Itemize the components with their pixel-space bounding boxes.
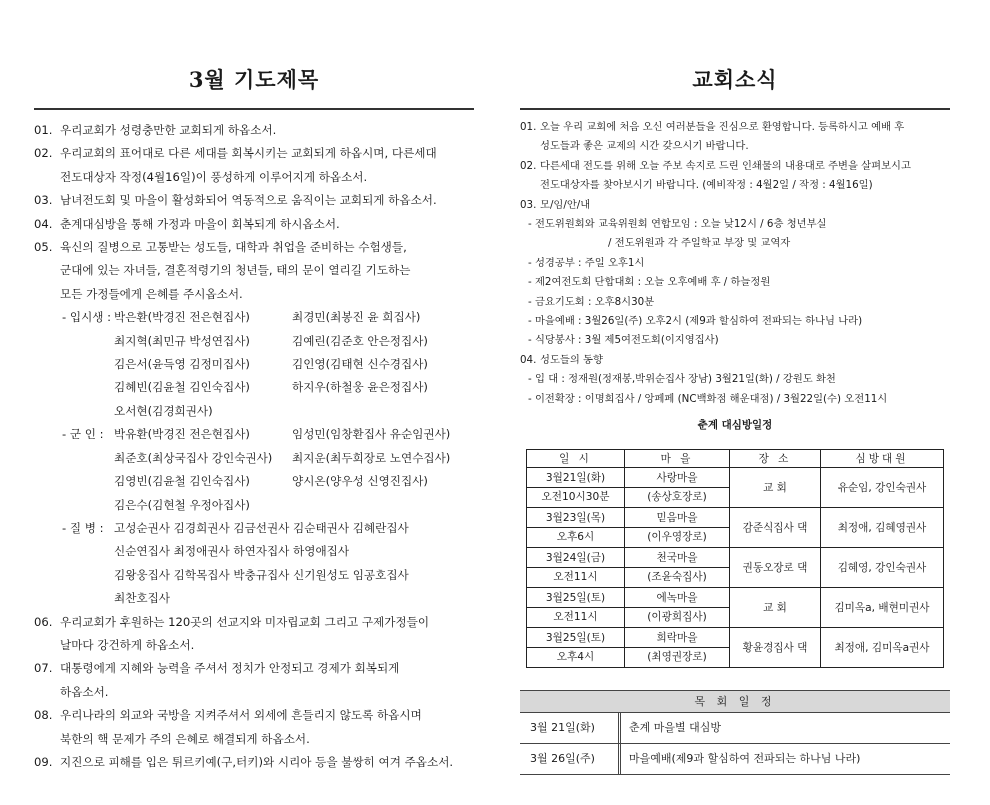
group-label: - 군 인 : [62,427,104,442]
item-number: 09. [34,754,53,769]
schedule-village: 에녹마을 (이광희집사) [625,588,730,628]
pastor-row [520,744,950,775]
schedule-village: 천국마을 (조윤숙집사) [625,548,730,588]
item-number: 01. [520,121,537,133]
item-text: 전도대상자를 찾아보시기 바랍니다. (예비작정 : 4월2일 / 작정 : 4월16일) [540,179,873,192]
schedule-place: 교 회 [730,588,821,628]
schedule-team: 유순임, 강인숙권사 [821,468,944,508]
schedule-place: 감준식집사 댁 [730,508,821,548]
prayer-item [34,704,474,751]
meeting-line: - 식당봉사 : 3월 제5여전도회(이지영집사) [528,334,719,347]
item-text: 모/임/안/내 [540,198,591,211]
schedule-village: 믿음마을 (이우영장로) [625,508,730,548]
table-row [527,548,944,588]
schedule-village: 희락마을 (최영권장로) [625,628,730,668]
prayer-group-students [34,306,474,423]
meeting-line: - 성경공부 : 주일 오후1시 [528,256,645,269]
meeting-line: - 전도위원회와 교육위원회 연합모임 : 오늘 낮12시 / 6층 청년부실 [528,218,827,231]
item-number: 03. [520,198,537,211]
prayer-item [34,119,474,142]
schedule-date: 3월25일(토) 오후4시 [527,628,625,668]
news-item [520,118,950,157]
item-text: 춘계대심방을 통해 가정과 마을이 회복되게 하시옵소서. [60,216,340,231]
group-name: 양시온(양우성 신영진집사) [292,474,428,489]
prayer-item [34,189,474,212]
pastor-desc: 마을예배(제9과 할심하여 전파되는 하나님 나라) [629,752,861,765]
item-number: 05. [34,240,53,255]
item-text: 모든 가정들에게 은혜를 주시옵소서. [60,286,243,301]
item-text: 지진으로 피해를 입은 튀르키예(구,터키)와 시리아 등을 불쌍히 여겨 주옵소서. [60,754,454,769]
group-label: - 입시생 : [62,310,112,325]
pastor-row [520,713,950,744]
item-text: 대통령에게 지혜와 능력을 주셔서 정치가 안정되고 경제가 회복되게 [60,661,400,676]
item-number: 02. [520,159,537,172]
schedule-place: 교 회 [730,468,821,508]
prayer-group-illness [34,517,474,611]
group-name: 최지혁(최민규 박성연집사) [114,333,250,348]
news-item [520,196,950,215]
prayer-item [34,142,474,189]
meeting-line-cont: / 전도위원과 각 주일학교 부장 및 교역자 [608,237,791,250]
schedule-date: 3월24일(금) 오전11시 [527,548,625,588]
meeting-line: - 금요기도회 : 오후8시30분 [528,295,655,308]
item-number: 06. [34,614,53,629]
item-text: 우리교회의 표어대로 다른 세대를 회복시키는 교회되게 하옵시며, 다른세대 [60,146,437,161]
group-name: 김영빈(김윤철 김인숙집사) [114,474,250,489]
item-text: 다른세대 전도를 위해 오늘 주보 속지로 드린 인쇄물의 내용대로 주변을 살펴보시고 [540,159,911,172]
schedule-date: 3월23일(목) 오후6시 [527,508,625,548]
group-name: 김인영(김태현 신수경집사) [292,357,428,372]
group-name: 김은수(김현철 우정아집사) [114,497,250,512]
news-section [520,60,950,432]
group-name: 임성민(임창환집사 유순임권사) [292,427,451,442]
group-names [114,306,474,423]
schedule-place: 권동오장로 댁 [730,548,821,588]
item-number: 08. [34,708,53,723]
prayer-item [34,213,474,236]
schedule-header: 일 시 [527,450,625,468]
item-text: 하옵소서. [60,684,109,699]
trend-line: - 이전확장 : 이명희집사 / 앙페페 (NC백화점 해운대점) / 3월22일(수) 오전11시 [528,392,888,405]
news-list [520,118,950,409]
trend-line: - 입 대 : 정재원(정재봉,박위순집사 장남) 3월21일(화) / 강원도 화천 [528,373,836,386]
group-label: - 질 병 : [62,520,104,535]
group-name: 최지운(최두희장로 노연수집사) [292,450,451,465]
pastor-schedule-title: 목 회 일 정 [520,690,950,713]
table-row [527,588,944,628]
group-line: 고성순권사 김경희권사 김금선권사 김순태권사 김혜란집사 [114,520,409,535]
news-title-rule [520,108,950,110]
prayer-item [34,236,474,306]
schedule-team: 김혜영, 강인숙권사 [821,548,944,588]
schedule-header: 심방대원 [821,450,944,468]
schedule-village: 사랑마을 (송상호장로) [625,468,730,508]
schedule-date: 3월25일(토) 오전11시 [527,588,625,628]
group-line: 신순연집사 최정애권사 하연자집사 하영애집사 [114,544,350,559]
prayer-item [34,611,474,658]
group-line: 김왕웅집사 김학목집사 박충규집사 신기원성도 임공호집사 [114,567,409,582]
item-number: 03. [34,193,53,208]
item-number: 07. [34,661,53,676]
item-text: 우리나라의 외교와 국방을 지켜주셔서 외세에 흔들리지 않도록 하옵시며 [60,708,422,723]
group-name: 최경민(최봉진 윤 희집사) [292,310,421,325]
group-name: 오서현(김경희권사) [114,403,213,418]
prayer-item [34,751,474,774]
prayer-title-rule [34,108,474,110]
item-number: 04. [34,216,53,231]
item-number: 04. [520,353,537,366]
visitation-schedule-table [526,449,944,668]
group-name: 최준호(최상국집사 강인숙권사) [114,450,273,465]
group-name: 하지우(하철웅 윤은정집사) [292,380,428,395]
group-line: 최찬호집사 [114,591,170,606]
item-number: 02. [34,146,53,161]
group-name: 박유환(박경진 전은현집사) [114,427,250,442]
item-text: 우리교회가 성령충만한 교회되게 하옵소서. [60,123,277,137]
prayer-group-soldiers [34,423,474,517]
news-item [520,351,950,370]
item-text: 남녀전도회 및 마을이 활성화되어 역동적으로 움직이는 교회되게 하옵소서. [60,193,437,208]
schedule-header: 장 소 [730,450,821,468]
schedule-header: 마 을 [625,450,730,468]
schedule-title: 춘계 대심방일정 [697,419,773,432]
table-row [527,468,944,508]
item-number: 01. [34,123,53,137]
table-row [527,628,944,668]
item-text: 우리교회가 후원하는 120곳의 선교지와 미자립교회 그리고 구제가정들이 [60,614,430,629]
item-text: 성도들과 좋은 교제의 시간 갖으시기 바랍니다. [540,140,749,153]
prayer-list [34,119,474,774]
table-row [527,508,944,548]
item-text: 성도들의 동향 [540,353,603,366]
prayer-title: 3월 기도제목 [188,67,320,92]
group-names [114,423,474,517]
schedule-place: 황윤경집사 댁 [730,628,821,668]
item-text: 육신의 질병으로 고통받는 성도들, 대학과 취업을 준비하는 수험생들, [60,240,407,255]
item-text: 날마다 강건하게 하옵소서. [60,637,195,652]
pastor-date: 3월 21일(화) [520,713,621,743]
group-name: 김혜빈(김윤철 김인숙집사) [114,380,250,395]
schedule-team: 김미옥a, 배현미권사 [821,588,944,628]
news-item [520,157,950,196]
pastor-desc: 춘계 마을별 대심방 [629,721,722,734]
pastor-schedule [520,690,950,775]
item-text: 군대에 있는 자녀들, 결혼적령기의 청년들, 태의 문이 열리길 기도하는 [60,263,411,278]
item-text: 북한의 핵 문제가 주의 은혜로 해결되게 하옵소서. [60,731,310,746]
news-title: 교회소식 [692,67,778,92]
meeting-line: - 마을예배 : 3월26일(주) 오후2시 (제9과 할심하여 전파되는 하나님 나라) [528,315,863,328]
pastor-date: 3월 26일(주) [520,744,621,774]
meeting-line: - 제2여전도회 단합대회 : 오늘 오후예배 후 / 하늘정원 [528,276,771,289]
prayer-item [34,657,474,704]
item-text: 오늘 우리 교회에 처음 오신 여러분들을 진심으로 환영합니다. 등록하시고 예배 후 [540,121,905,133]
schedule-date: 3월21일(화) 오전10시30분 [527,468,625,508]
prayer-section [34,60,474,774]
group-name: 김예린(김준호 안은정집사) [292,333,428,348]
schedule-team: 최정애, 김혜영권사 [821,508,944,548]
schedule-team: 최정애, 김미옥a권사 [821,628,944,668]
group-name: 김은서(윤득영 김정미집사) [114,357,250,372]
item-text: 전도대상자 작정(4월16일)이 풍성하게 이루어지게 하옵소서. [60,169,368,184]
group-name: 박은환(박경진 전은현집사) [114,310,250,325]
